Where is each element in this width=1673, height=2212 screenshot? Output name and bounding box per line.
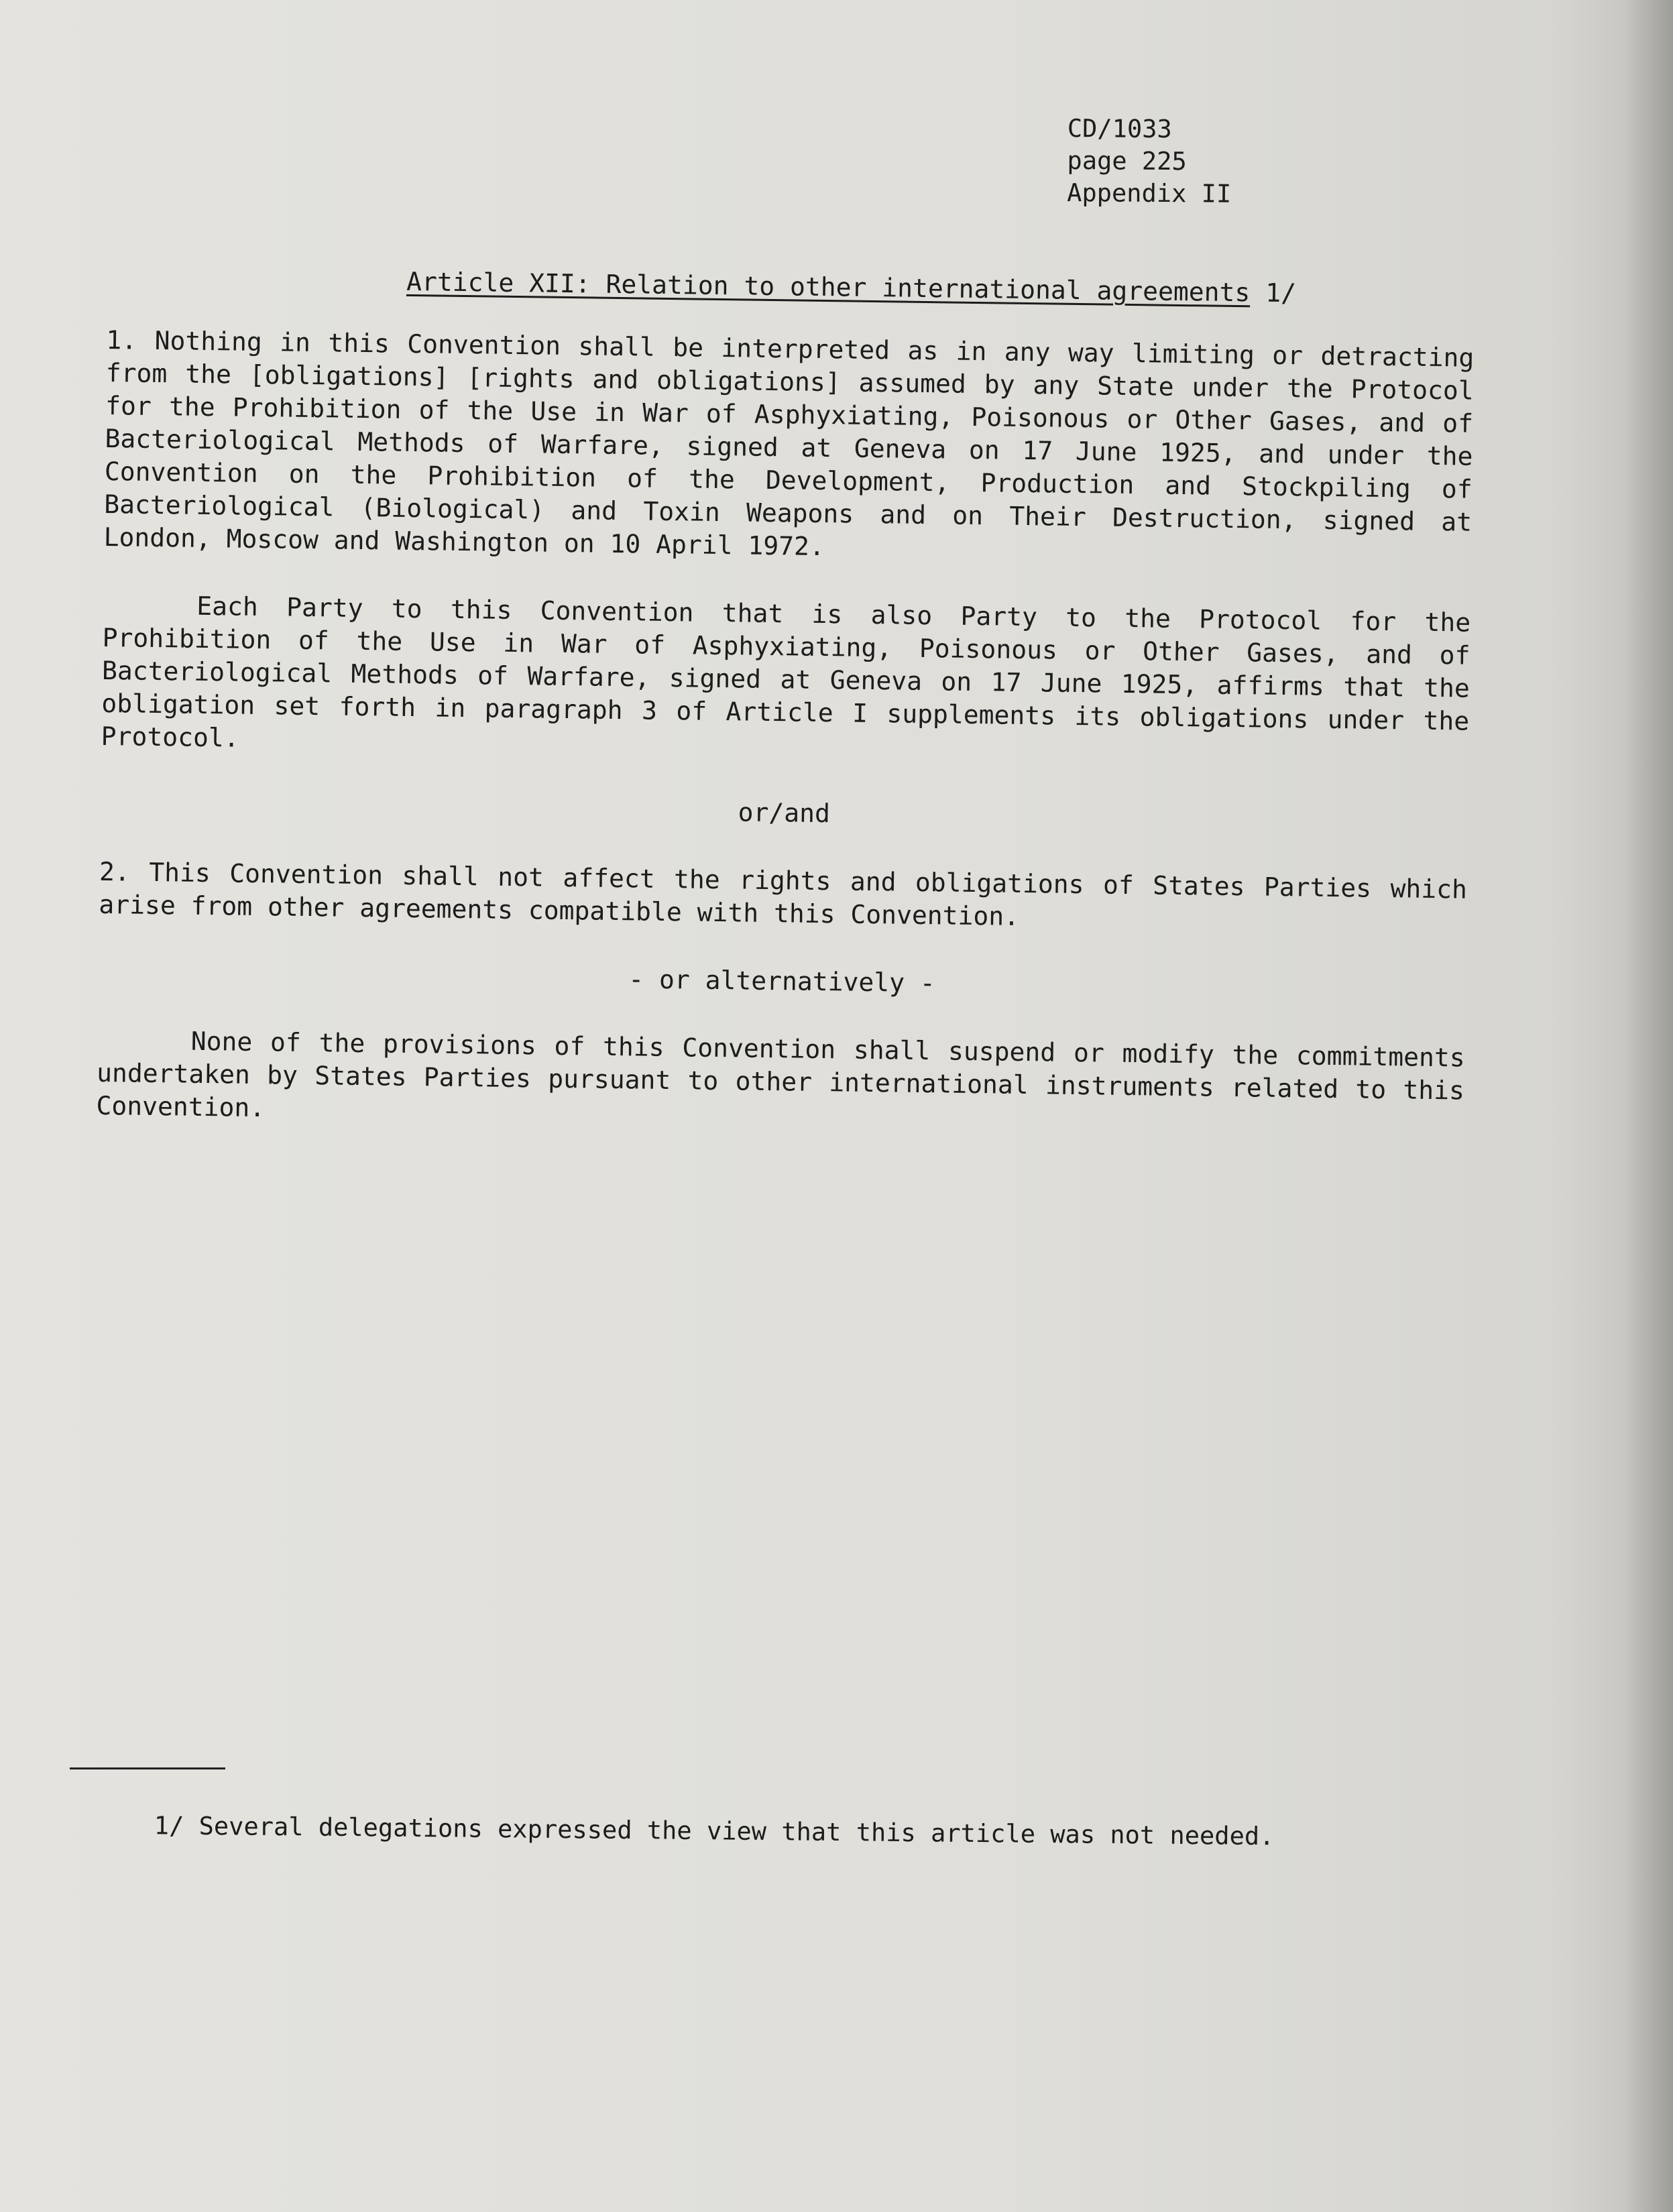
or-and-separator: or/and <box>738 797 831 829</box>
paragraph-2-alternative: None of the provisions of this Convention shall suspend or modify the commitments undertaken by States Parties pursuant to other international instruments related to this Convention. <box>96 1026 1465 1123</box>
article-title <box>107 261 1475 312</box>
paragraph-2: 2. This Convention shall not affect the rights and obligations of States Parties which arise from other agreements compatible with this Convention. <box>99 856 1468 931</box>
article-title-footnote-ref: 1/ <box>1265 278 1297 308</box>
footnote <box>67 1810 1341 1852</box>
bleed-through-texture <box>1341 101 1356 133</box>
document-symbol: CD/1033 <box>1067 113 1172 144</box>
footnote-divider <box>70 1767 225 1769</box>
alternatively-separator: - or alternatively - <box>628 964 936 998</box>
paragraph-1-supplement: Each Party to this Convention that is also Party to the Protocol for the Prohibition of the Use in War of Asphyxiating, Poisonous or Other Gases, and of Bacteriological Methods of Warfare, signed at Geneva on 17 June 1925, affirms that the obligation set forth in paragraph 3 of Article I supplements its obligations under the Protocol. <box>101 591 1471 753</box>
article-title-text: Article XII: Relation to other international agreements <box>406 266 1251 308</box>
document-header <box>1067 113 1232 211</box>
paragraph-1: 1. Nothing in this Convention shall be interpreted as in any way limiting or detracting from the [obligations] [rights and obligations] assumed by any State under the Protocol for the Prohibition of the Use in War of Asphyxiating, Poisonous or Other Gases, and of Bacteriological Methods of Warfare, signed at Geneva on 17 June 1925, and under the Convention on the Prohibition of the Development, Production and Stockpiling of Bacteriological (Biological) and Toxin Weapons and on Their Destruction, signed at London, Moscow and Washington on 10 April 1972. <box>103 325 1475 562</box>
appendix-label: Appendix II <box>1067 178 1232 209</box>
document-body <box>96 261 1475 1175</box>
page-number: page 225 <box>1067 146 1187 176</box>
footnote-text: 1/ Several delegations expressed the view that this article was not needed. <box>154 1811 1275 1851</box>
